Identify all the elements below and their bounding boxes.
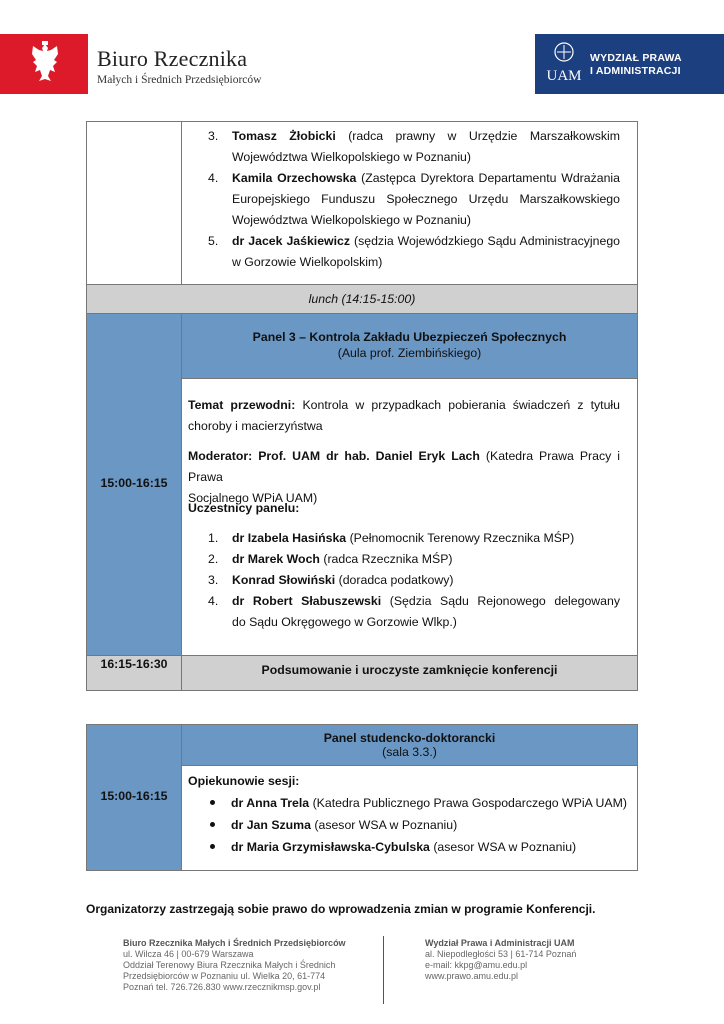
tutor-role: (asesor WSA w Poznaniu) <box>314 818 458 832</box>
footer-right-line: www.prawo.amu.edu.pl <box>425 971 519 981</box>
participant-role-cont: Województwa Wielkopolskiego w Poznaniu) <box>232 213 471 227</box>
participant-role: (Pełnomocnik Terenowy Rzecznika MŚP) <box>349 531 575 545</box>
tutor-name: dr Anna Trela <box>231 796 310 810</box>
list-number: 3. <box>208 573 219 587</box>
time-cell-empty <box>86 121 182 285</box>
student-room: (sala 3.3.) <box>382 745 437 759</box>
panel3-header-text <box>181 329 638 361</box>
list-number: 4. <box>208 171 219 185</box>
uam-logo-text: UAM <box>546 68 582 84</box>
bullet-icon <box>210 844 215 849</box>
bullet-icon <box>210 822 215 827</box>
list-number: 4. <box>208 594 219 608</box>
topic-text-cont: choroby i macierzyństwa <box>188 419 323 433</box>
eagle-logo-box <box>0 34 88 94</box>
participant-role-cont: w Gorzowie Wielkopolskim) <box>232 255 383 269</box>
participant-name: dr Jacek Jaśkiewicz <box>232 234 351 248</box>
uam-line-2: I ADMINISTRACJI <box>590 65 681 77</box>
eagle-icon <box>30 40 60 88</box>
panel3-time: 15:00-16:15 <box>100 476 168 490</box>
student-header-text <box>181 731 638 759</box>
uam-text <box>590 52 682 78</box>
organizer-note: Organizatorzy zastrzegają sobie prawo do wprowadzenia zmian w programie Konferencji. <box>86 902 596 916</box>
participant-role: (radca prawny w Urzędzie Marszałkowskim <box>348 129 621 143</box>
uam-line-1: WYDZIAŁ PRAWA <box>590 52 682 64</box>
participant-role: (doradca podatkowy) <box>338 573 454 587</box>
tutor-role: (asesor WSA w Poznaniu) <box>433 840 577 854</box>
footer-left <box>123 938 373 993</box>
participant-name: Konrad Słowiński <box>232 573 336 587</box>
list-number: 5. <box>208 234 219 248</box>
moderator-affiliation: (Katedra Prawa Pracy i Prawa <box>188 449 620 484</box>
participant-role: (radca Rzecznika MŚP) <box>323 552 453 566</box>
tutor-name: dr Maria Grzymisławska-Cybulska <box>231 840 430 854</box>
footer-left-line: Przedsiębiorców w Poznaniu ul. Wielka 20, 61-774 <box>123 971 326 981</box>
participant-name: dr Marek Woch <box>232 552 320 566</box>
footer-right-line: e-mail: kkpg@amu.edu.pl <box>425 960 528 970</box>
participant-role-cont: Województwa Wielkopolskiego w Poznaniu) <box>232 150 471 164</box>
footer-right-title: Wydział Prawa i Administracji UAM <box>425 938 575 948</box>
panel3-topic <box>188 395 620 437</box>
list-number: 2. <box>208 552 219 566</box>
list-number: 3. <box>208 129 219 143</box>
closing-title: Podsumowanie i uroczyste zamknięcie konferencji <box>261 663 558 677</box>
topic-text: Kontrola w przypadkach pobierania świadczeń z tytułu <box>302 398 620 412</box>
footer-left-line: ul. Wilcza 46 | 00-679 Warszawa <box>123 949 254 959</box>
brand-subtitle: Małych i Średnich Przedsiębiorców <box>97 74 262 86</box>
participant-role: (sędzia Wojewódzkiego Sądu Administracyjnego <box>354 234 620 248</box>
tutor-role: (Katedra Publicznego Prawa Gospodarczego WPiA UAM) <box>312 796 627 810</box>
uam-emblem-icon <box>543 38 585 88</box>
moderator-affiliation-cont: Socjalnego WPiA UAM) <box>188 491 318 505</box>
participant-name: dr Izabela Hasińska <box>232 531 347 545</box>
closing-time: 16:15-16:30 <box>100 657 168 671</box>
footer-left-line: Oddział Terenowy Biura Rzecznika Małych i Średnich <box>123 960 336 970</box>
tutor-name: dr Jan Szuma <box>231 818 311 832</box>
participants-label: Uczestnicy panelu: <box>188 501 300 515</box>
student-title: Panel studencko-doktorancki <box>323 731 496 745</box>
footer-right-line: al. Niepodległości 53 | 61-714 Poznań <box>425 949 577 959</box>
list-number: 1. <box>208 531 219 545</box>
footer-right <box>425 938 625 982</box>
brand-block <box>97 46 261 86</box>
participant-role-cont: do Sądu Okręgowego w Gorzowie Wlkp.) <box>232 615 457 629</box>
panel3-room: (Aula prof. Ziembińskiego) <box>337 346 482 360</box>
participant-name: Kamila Orzechowska <box>232 171 357 185</box>
bullet-icon <box>210 800 215 805</box>
panel3-title: Panel 3 – Kontrola Zakładu Ubezpieczeń Społecznych <box>252 330 567 344</box>
participant-role: (Sędzia Sądu Rejonowego delegowany <box>389 594 621 608</box>
footer-left-title: Biuro Rzecznika Małych i Średnich Przedsiębiorców <box>123 938 346 948</box>
participant-name: Tomasz Żłobicki <box>232 129 336 143</box>
footer-left-line: Poznań tel. 726.726.830 www.rzecznikmsp.gov.pl <box>123 982 321 992</box>
moderator-label: Moderator: Prof. UAM dr hab. Daniel Eryk Lach <box>188 449 480 463</box>
tutors-label: Opiekunowie sesji: <box>188 774 300 788</box>
student-time: 15:00-16:15 <box>100 789 168 803</box>
lunch-label: lunch (14:15-15:00) <box>308 292 416 306</box>
brand-title: Biuro Rzecznika <box>97 46 248 71</box>
participant-role-cont: Europejskiego Funduszu Społecznego Urzędu Marszałkowskiego <box>232 192 620 206</box>
participant-role: (Zastępca Dyrektora Departamentu Wdrażania <box>361 171 621 185</box>
footer-divider <box>383 936 384 1004</box>
lunch-row <box>86 284 638 314</box>
topic-label: Temat przewodni: <box>188 398 296 412</box>
participant-name: dr Robert Słabuszewski <box>232 594 382 608</box>
uam-logo-box <box>535 34 724 94</box>
